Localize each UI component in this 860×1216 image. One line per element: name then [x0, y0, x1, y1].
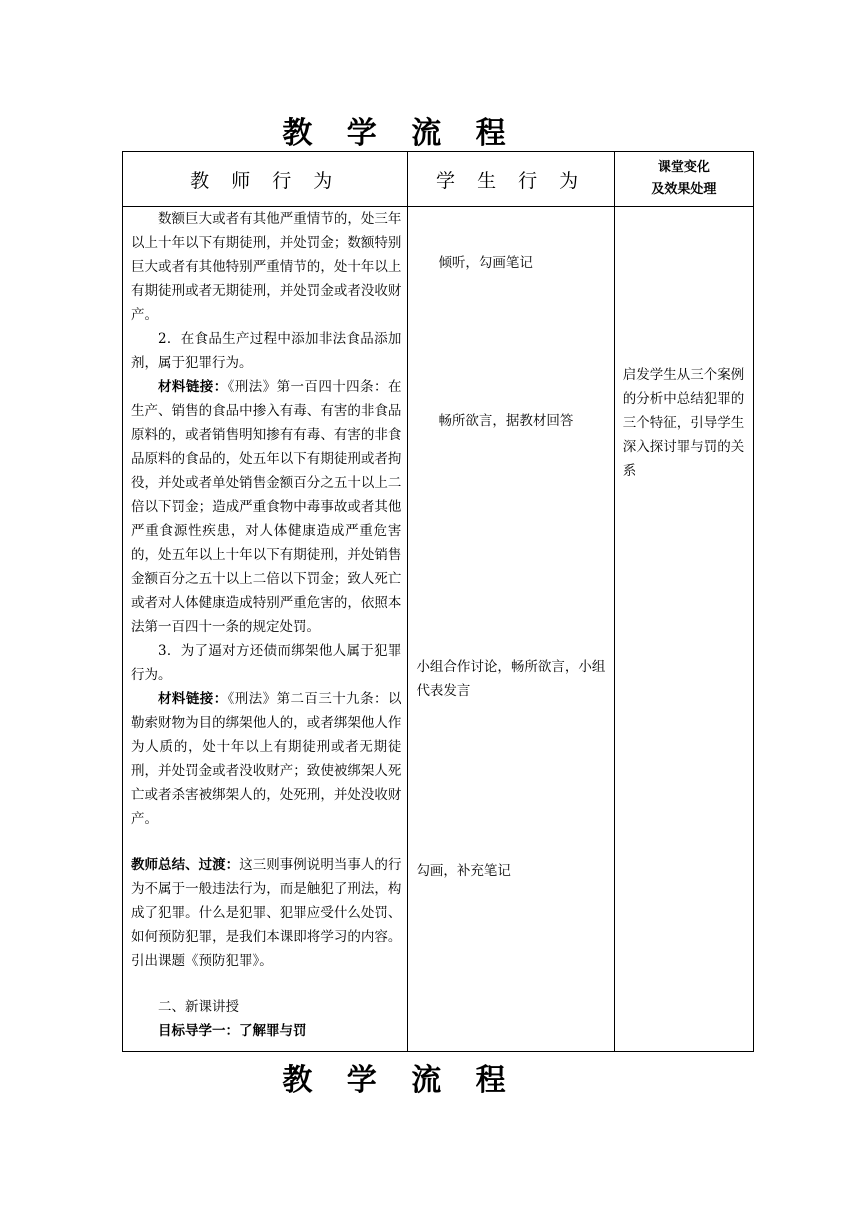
student-cell — [408, 207, 614, 1052]
teacher-paragraph-6 — [123, 853, 407, 973]
teacher-cell — [123, 207, 408, 1052]
header-effect-line2: 及效果处理 — [651, 182, 717, 197]
page-title-next: 教 学 流 程 — [282, 1063, 518, 1098]
header-effect — [614, 152, 753, 207]
header-student-label: 学 生 行 为 — [436, 169, 587, 192]
teacher-paragraph-3 — [123, 375, 407, 639]
header-teacher-label: 教 师 行 为 — [190, 169, 341, 192]
header-effect-line1: 课堂变化 — [657, 160, 710, 175]
teaching-flow-table — [122, 151, 754, 1052]
summary-text: 这三则事例说明当事人的行为不属于一般违法行为，而是触犯了刑法，构成了犯罪。什么是犯罪、犯罪应受什么处罚、如何预防犯罪，是我们本课即将学习的内容。引出课题《预防犯罪》。 — [131, 857, 402, 969]
student-activity-4: 勾画，补充笔记 — [416, 863, 511, 879]
teacher-paragraph-7: 二、新课讲授 — [158, 999, 239, 1015]
student-activity-1: 倾听，勾画笔记 — [438, 255, 533, 271]
teacher-paragraph-5 — [123, 687, 407, 831]
material-link-text-1: 《刑法》第一百四十四条：在生产、销售的食品中掺入有毒、有害的非食品原料的，或者销售明知掺有有毒、有害的非食品原料的食品的，处五年以下有期徒刑或者拘役，并处或者单处销售金额百分之五十以上二倍以下罚金；造成严重食物中毒事故或者其他严重食源性疾患，对人体健康造成严重危害的，处五年以上十年以下有期徒刑，并处销售金额百分之五十以上二倍以下罚金；致人死亡或者对人体健康造成特别严重危害的，依照本法第一百四十一条的规定处罚。 — [131, 379, 402, 635]
effect-note-1: 启发学生从三个案例的分析中总结犯罪的三个特征，引导学生深入探讨罪与罚的关系 — [622, 367, 745, 479]
summary-label: 教师总结、过渡： — [131, 857, 240, 873]
table-body-row — [123, 207, 754, 1052]
material-link-label-2: 材料链接： — [158, 691, 228, 707]
teacher-paragraph-8: 目标导学一：了解罪与罚 — [158, 1023, 307, 1039]
teacher-paragraph-2: 2．在食品生产过程中添加非法食品添加剂，属于犯罪行为。 — [131, 331, 402, 371]
material-link-text-2: 《刑法》第二百三十九条：以勒索财物为目的绑架他人的，或者绑架他人作为人质的，处十年以上有期徒刑或者无期徒刑，并处罚金或者没收财产；致使被绑架人死亡或者杀害被绑架人的，处死刑，并处没收财产。 — [131, 691, 402, 827]
teacher-paragraph-1: 数额巨大或者有其他严重情节的，处三年以上十年以下有期徒刑，并处罚金；数额特别巨大或者有其他特别严重情节的，处十年以上有期徒刑或者无期徒刑，并处罚金或者没收财产。 — [131, 211, 402, 323]
teacher-paragraph-4: 3．为了逼对方还债而绑架他人属于犯罪行为。 — [131, 643, 402, 683]
student-activity-3: 小组合作讨论，畅所欲言，小组代表发言 — [416, 659, 606, 699]
effect-cell — [614, 207, 753, 1052]
student-activity-2: 畅所欲言，据教材回答 — [438, 413, 574, 429]
page-title: 教 学 流 程 — [282, 116, 518, 151]
table-header-row — [123, 152, 754, 207]
header-teacher — [123, 152, 408, 207]
header-student — [408, 152, 614, 207]
material-link-label-1: 材料链接： — [158, 379, 228, 395]
